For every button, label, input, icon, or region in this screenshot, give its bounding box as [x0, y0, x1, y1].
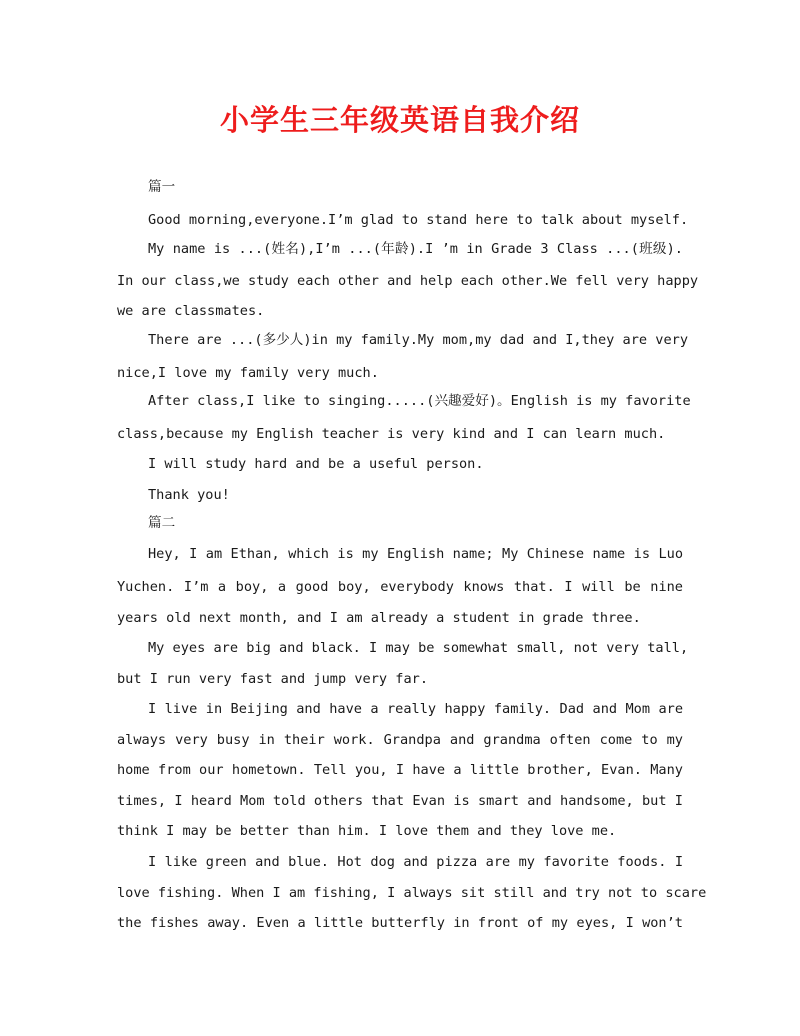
paragraph-line: I like green and blue. Hot dog and pizza are my favorite foods. I: [148, 854, 683, 870]
paragraph-line: My eyes are big and black. I may be somewhat small, not very tall,: [148, 640, 689, 656]
paragraph-line: but I run very fast and jump very far.: [117, 671, 428, 687]
paragraph-line: think I may be better than him. I love them and they love me.: [117, 823, 617, 839]
paragraph-line: the fishes away. Even a little butterfly in front of my eyes, I won’t: [117, 915, 683, 931]
section-heading-2: 篇二: [148, 515, 176, 531]
document-title: 小学生三年级英语自我介绍: [219, 103, 580, 137]
paragraph-line: Hey, I am Ethan, which is my English name; My Chinese name is Luo: [148, 546, 683, 562]
paragraph-line: always very busy in their work. Grandpa and grandma often come to my: [117, 732, 683, 748]
paragraph-line: Thank you!: [148, 487, 230, 503]
paragraph-line: Good morning,everyone.I’m glad to stand here to talk about myself.: [148, 212, 689, 228]
paragraph-line: In our class,we study each other and help each other.We fell very happy: [117, 273, 699, 289]
section-heading-1: 篇一: [148, 179, 176, 195]
paragraph-line: Yuchen. I’m a boy, a good boy, everybody knows that. I will be nine: [117, 579, 683, 595]
paragraph-line: After class,I like to singing.....(兴趣爱好)。English is my favorite: [148, 393, 691, 409]
paragraph-line: home from our hometown. Tell you, I have a little brother, Evan. Many: [117, 762, 683, 778]
paragraph-line: I live in Beijing and have a really happy family. Dad and Mom are: [148, 701, 683, 717]
paragraph-line: times, I heard Mom told others that Evan is smart and handsome, but I: [117, 793, 683, 809]
paragraph-line: nice,I love my family very much.: [117, 365, 379, 381]
paragraph-line: love fishing. When I am fishing, I always sit still and try not to scare: [117, 885, 707, 901]
paragraph-line: we are classmates.: [117, 303, 265, 319]
paragraph-line: class,because my English teacher is very kind and I can learn much.: [117, 426, 666, 442]
paragraph-line: I will study hard and be a useful person.: [148, 456, 484, 472]
paragraph-line: years old next month, and I am already a student in grade three.: [117, 610, 641, 626]
paragraph-line: My name is ...(姓名),I’m ...(年龄).I ’m in Grade 3 Class ...(班级).: [148, 241, 683, 257]
paragraph-line: There are ...(多少人)in my family.My mom,my dad and I,they are very: [148, 332, 689, 348]
